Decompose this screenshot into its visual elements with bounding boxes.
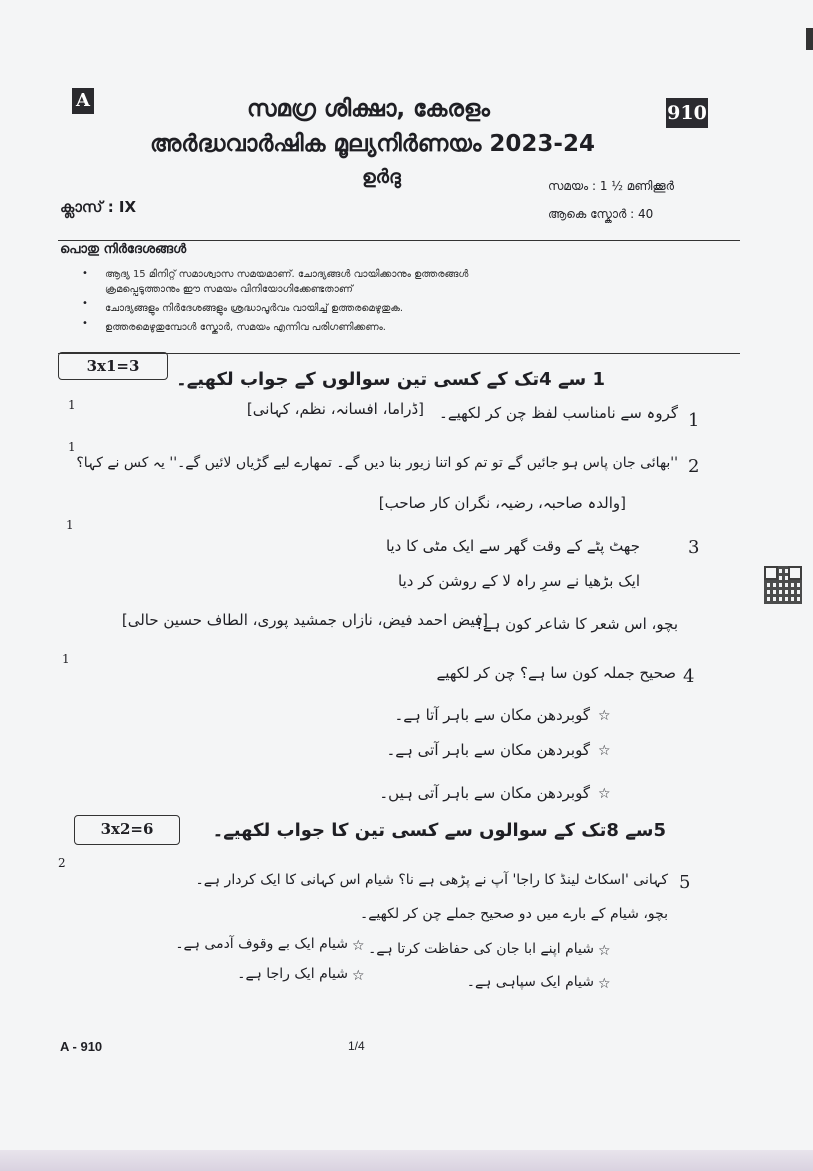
star-icon: ☆ xyxy=(598,976,611,992)
q1-number: 1 xyxy=(688,410,700,431)
star-icon: ☆ xyxy=(352,938,365,954)
q3-number: 3 xyxy=(688,537,700,558)
instruction-item: ആദ്യ 15 മിനിറ്റ് സമാശ്വാസ സമയമാണ്. ചോദ്യങ്ങൾ വായിക്കാനും ഉത്തരങ്ങൾ xyxy=(105,269,469,280)
q4-option-3: گوبردھن مکان سے باہر آتی ہیں۔ xyxy=(379,784,590,802)
star-icon: ☆ xyxy=(352,968,365,984)
q4-option-2: گوبردھن مکان سے باہر آتی ہے۔ xyxy=(386,741,590,759)
q2-options: [والدہ صاحبہ، رضیہ، نگران کار صاحب] xyxy=(378,494,626,512)
footer-code: A - 910 xyxy=(60,1039,103,1054)
qr-code-icon xyxy=(764,566,802,604)
q5-option-3: شیام ایک سپاہی ہے۔ xyxy=(466,974,594,990)
time-info: സമയം : 1 ½ മണിക്കൂർ xyxy=(548,179,674,193)
q1-mark: 1 xyxy=(68,398,76,412)
section1-heading: 1 سے 4تک کے کسی تین سوالوں کے جواب لکھیے۔ xyxy=(176,369,605,390)
q5-option-2: شیام ایک بے وقوف آدمی ہے۔ xyxy=(175,936,348,952)
q4-mark: 1 xyxy=(62,652,70,666)
class-label: ക്ലാസ് : IX xyxy=(60,198,137,216)
q3-verse-line1: جھٹ پٹے کے وقت گھر سے ایک مٹی کا دیا xyxy=(385,537,640,555)
q3-options: [فیض احمد فیض، نازاں جمشید پوری، الطاف حسین حالی] xyxy=(121,611,488,629)
star-icon: ☆ xyxy=(598,943,611,959)
header-divider xyxy=(58,240,740,241)
q3-mark: 1 xyxy=(66,518,74,532)
q2-mark: 1 xyxy=(68,440,76,454)
q4-number: 4 xyxy=(683,666,695,687)
instruction-item: ക്രമപ്പെടുത്താനും ഈ സമയം വിനിയോഗിക്കേണ്ടതാണ് xyxy=(105,284,353,295)
instruction-item: ഉത്തരമെഴുതുമ്പോൾ സ്കോർ, സമയം എന്നിവ പരിഗണിക്കണം. xyxy=(105,322,386,333)
q5-text-1: کہانی 'اسکاٹ لینڈ کا راجا' آپ نے پڑھی ہے نا؟ شیام اس کہانی کا ایک کردار ہے۔ xyxy=(195,872,668,888)
section2-score-box: 3x2=6 xyxy=(74,815,180,845)
section1-score-box: 3x1=3 xyxy=(58,352,168,380)
org-title: സമഗ്ര ശിക്ഷാ, കേരളം xyxy=(247,96,490,122)
bullet-icon: • xyxy=(82,268,88,279)
instruction-item: ചോദ്യങ്ങളും നിർദേശങ്ങളും ശ്രദ്ധാപൂർവം വായിച്ച് ഉത്തരമെഴുതുക. xyxy=(105,303,404,314)
instructions-title: പൊതു നിർദേശങ്ങൾ xyxy=(60,242,187,257)
paper-code-badge: 910 xyxy=(666,98,708,128)
q4-text: صحیح جملہ کون سا ہے؟ چن کر لکھیے xyxy=(436,664,676,682)
page-number: 1/4 xyxy=(348,1039,365,1053)
q5-number: 5 xyxy=(679,872,691,893)
scan-bottom-edge xyxy=(0,1150,813,1171)
star-icon: ☆ xyxy=(598,786,611,802)
section2-heading: 5سے 8تک کے سوالوں سے کسی تین کا جواب لکھیے۔ xyxy=(212,820,666,841)
star-icon: ☆ xyxy=(598,743,611,759)
exam-title: അർദ്ധവാർഷിക മൂല്യനിർണയം 2023-24 xyxy=(150,131,595,157)
q4-option-1: گوبردھن مکان سے باہر آتا ہے۔ xyxy=(394,706,590,724)
q5-text-2: بچو، شیام کے بارے میں دو صحیح جملے چن کر لکھیے۔ xyxy=(360,906,668,922)
bullet-icon: • xyxy=(82,298,88,309)
edge-mark xyxy=(806,28,813,50)
q2-text: ''بھائی جان پاس ہو جائیں گے تو تم کو اتنا زیور بنا دیں گے۔ تمھارے لیے گڑیاں لائیں گے۔'' یہ کس نے کہا؟ xyxy=(76,455,678,471)
q3-text: بچو، اس شعر کا شاعر کون ہے؟ xyxy=(474,615,678,633)
subject-title: ഉർദു xyxy=(362,166,401,188)
star-icon: ☆ xyxy=(598,708,611,724)
score-info: ആകെ സ്കോർ : 40 xyxy=(548,207,654,221)
q5-mark: 2 xyxy=(58,856,66,870)
q1-text: گروہ سے نامناسب لفظ چن کر لکھیے۔ xyxy=(439,404,678,422)
q3-verse-line2: ایک بڑھیا نے سرِ راہ لا کے روشن کر دیا xyxy=(398,572,640,590)
q5-option-4: شیام ایک راجا ہے۔ xyxy=(237,966,348,982)
series-badge: A xyxy=(72,88,94,114)
q1-options: [ڈراما، افسانہ، نظم، کہانی] xyxy=(246,400,424,418)
q2-number: 2 xyxy=(688,456,700,477)
q5-option-1: شیام اپنے ابا جان کی حفاظت کرتا ہے۔ xyxy=(368,941,594,957)
bullet-icon: • xyxy=(82,318,88,329)
